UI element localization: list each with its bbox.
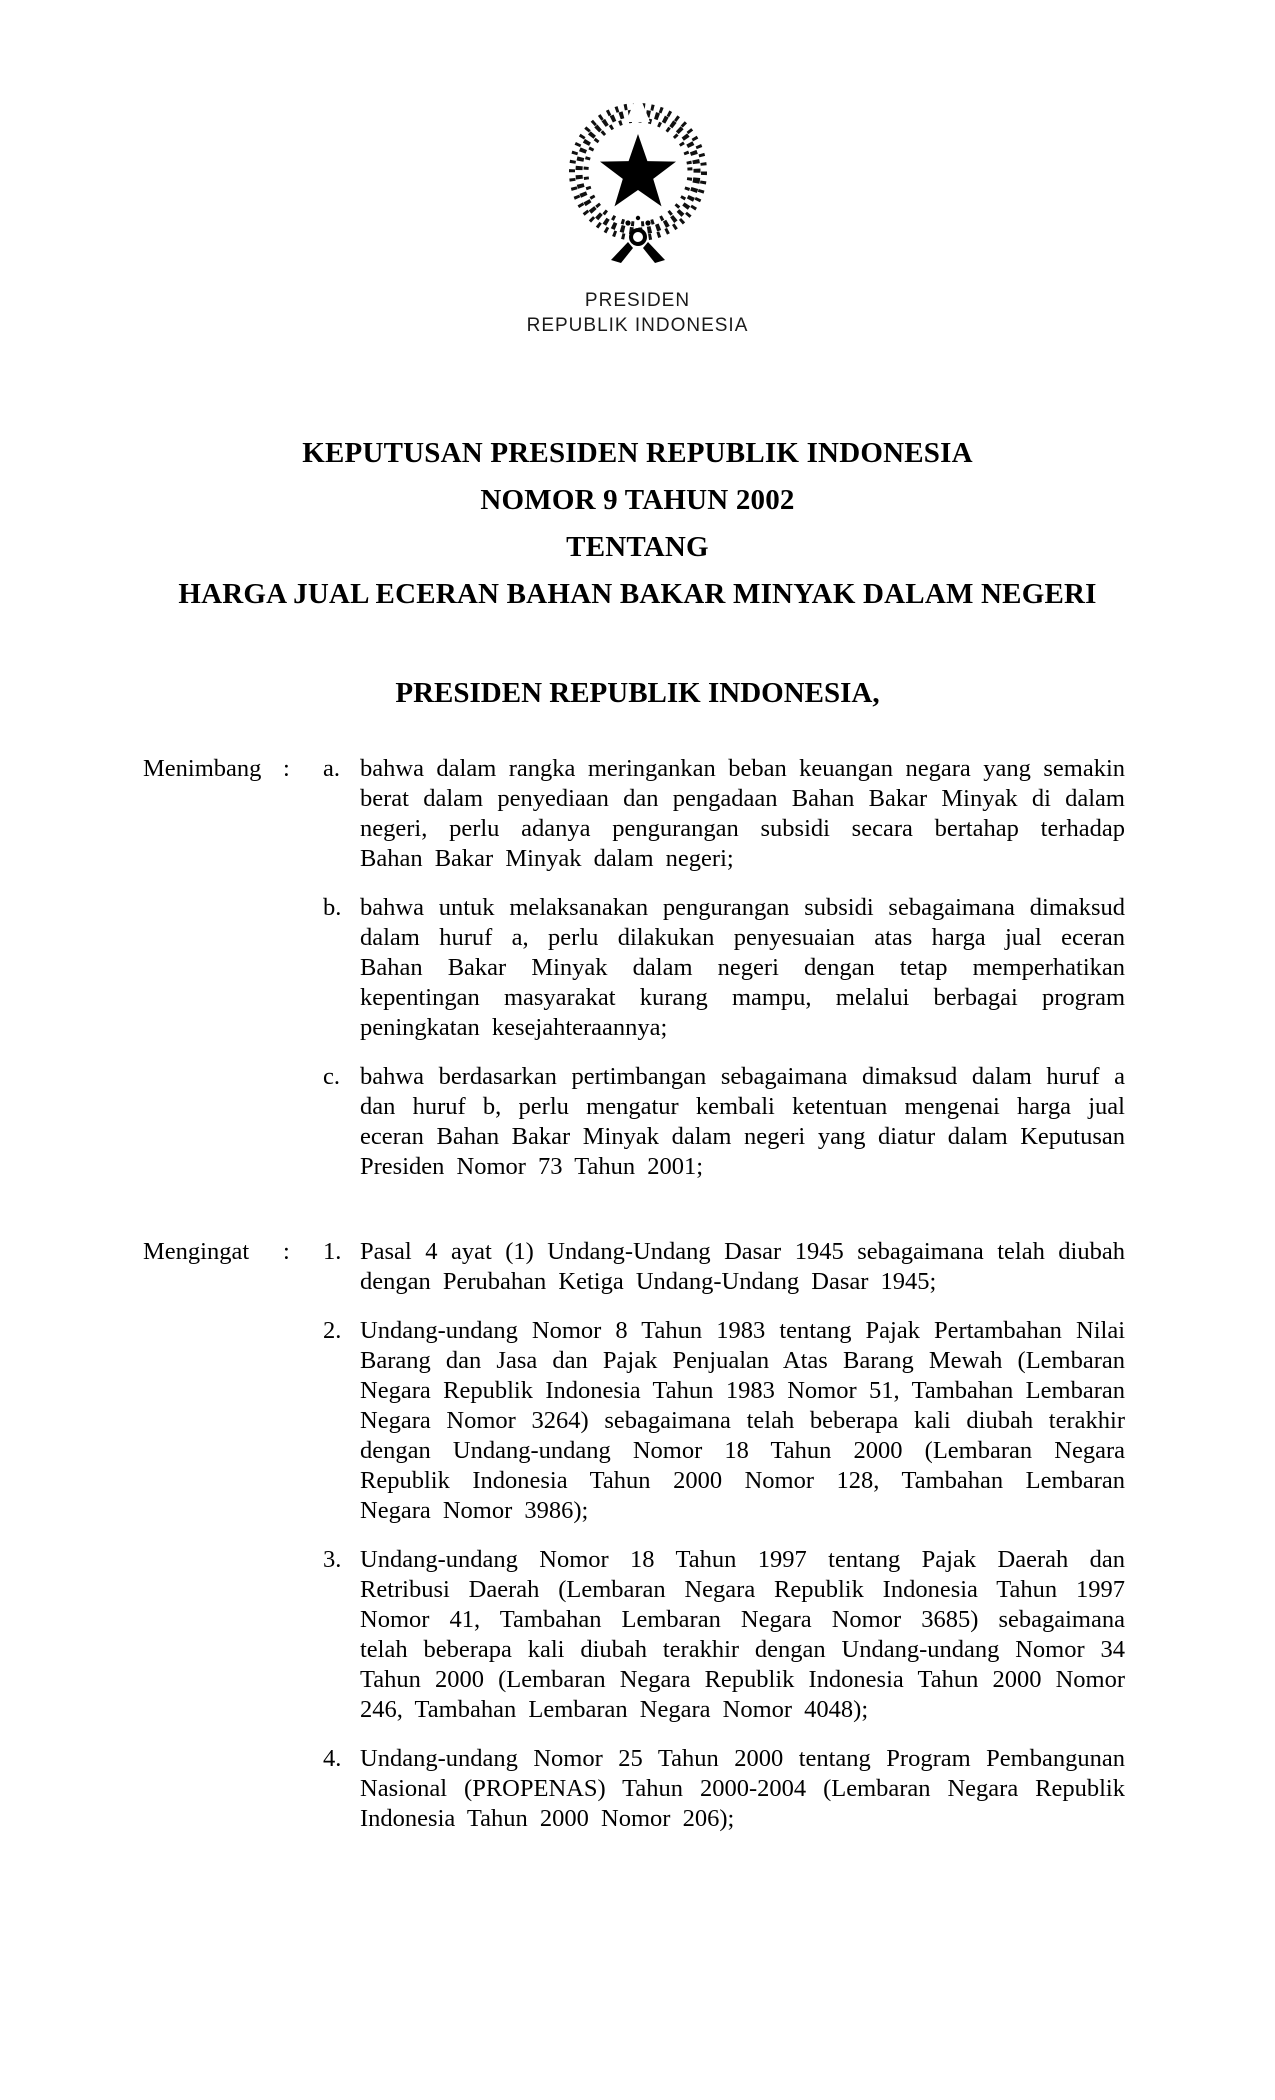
decree-number-line: NOMOR 9 TAHUN 2002 bbox=[480, 484, 795, 516]
section bbox=[143, 754, 1125, 1182]
item-text: Undang-undang Nomor 18 Tahun 1997 tentang Pajak Daerah dan Retribusi Daerah (Lembaran Negara Republik Indonesia Tahun 1997 Nomor 41, Tambahan Lembaran Negara Nomor 3685) sebagaimana telah beberapa kali diubah terakhir dengan Undang-undang Nomor 34 Tahun 2000 (Lembaran Negara Republik Indonesia Tahun 2000 Nomor 246, Tambahan Lembaran Negara Nomor 4048); bbox=[360, 1546, 1125, 1723]
list-item bbox=[323, 893, 1125, 1043]
list-item bbox=[323, 1316, 1125, 1526]
item-text: bahwa berdasarkan pertimbangan sebagaimana dimaksud dalam huruf a dan huruf b, perlu mengatur kembali ketentuan mengenai harga jual eceran Bahan Bakar Minyak dalam negeri yang diatur dalam Keputusan Presiden Nomor 73 Tahun 2001; bbox=[360, 1063, 1125, 1180]
item-marker: 1. bbox=[323, 1238, 342, 1265]
list-item bbox=[323, 1744, 1125, 1834]
decree-tentang-line: TENTANG bbox=[566, 531, 709, 563]
item-marker: c. bbox=[323, 1063, 340, 1090]
star-icon bbox=[600, 134, 676, 206]
item-marker: 4. bbox=[323, 1745, 342, 1772]
item-text: bahwa untuk melaksanakan pengurangan subsidi sebagaimana dimaksud dalam huruf a, perlu dilakukan penyesuaian atas harga jual eceran Bahan Bakar Minyak dalam negeri dengan tetap memperhatikan kepentingan masyarakat kurang mampu, melalui berbagai program peningkatan kesejahteraannya; bbox=[360, 894, 1125, 1041]
document-body bbox=[143, 754, 1125, 1834]
section-label: Menimbang bbox=[143, 755, 262, 782]
ribbon-bow-icon bbox=[611, 216, 665, 263]
list-item bbox=[323, 1237, 1125, 1297]
item-marker: 3. bbox=[323, 1546, 342, 1573]
section bbox=[143, 1237, 1125, 1834]
decree-title bbox=[0, 430, 1275, 618]
opening-salutation: PRESIDEN REPUBLIK INDONESIA, bbox=[395, 677, 880, 709]
item-text: Undang-undang Nomor 25 Tahun 2000 tentang Program Pembangunan Nasional (PROPENAS) Tahun 2000-2004 (Lembaran Negara Republik Indonesia Tahun 2000 Nomor 206); bbox=[360, 1745, 1125, 1832]
section-items bbox=[323, 754, 1125, 1182]
item-marker: b. bbox=[323, 894, 342, 921]
section-label: Mengingat bbox=[143, 1238, 250, 1265]
star-in-wreath-icon bbox=[553, 92, 723, 272]
item-marker: 2. bbox=[323, 1317, 342, 1344]
list-item bbox=[323, 1062, 1125, 1182]
list-item bbox=[323, 1545, 1125, 1725]
decree-subject-line: HARGA JUAL ECERAN BAHAN BAKAR MINYAK DALAM NEGERI bbox=[178, 578, 1097, 610]
item-text: bahwa dalam rangka meringankan beban keuangan negara yang semakin berat dalam penyediaan dan pengadaan Bahan Bakar Minyak di dalam negeri, perlu adanya pengurangan subsidi secara bertahap terhadap Bahan Bakar Minyak dalam negeri; bbox=[360, 755, 1125, 872]
item-text: Pasal 4 ayat (1) Undang-Undang Dasar 1945 sebagaimana telah diubah dengan Perubahan Ketiga Undang-Undang Dasar 1945; bbox=[360, 1238, 1125, 1295]
letterhead-republik-indonesia: REPUBLIK INDONESIA bbox=[526, 315, 749, 336]
letterhead-presiden: PRESIDEN bbox=[584, 290, 691, 311]
item-text: Undang-undang Nomor 8 Tahun 1983 tentang Pajak Pertambahan Nilai Barang dan Jasa dan Pajak Penjualan Atas Barang Mewah (Lembaran Negara Republik Indonesia Tahun 1983 Nomor 51, Tambahan Lembaran Negara Nomor 3264) sebagaimana telah beberapa kali diubah terakhir dengan Undang-undang Nomor 18 Tahun 2000 (Lembaran Negara Republik Indonesia Tahun 2000 Nomor 128, Tambahan Lembaran Negara Nomor 3986); bbox=[360, 1317, 1125, 1524]
list-item bbox=[323, 754, 1125, 874]
section-colon: : bbox=[283, 755, 290, 782]
letterhead bbox=[0, 288, 1275, 338]
section-items bbox=[323, 1237, 1125, 1834]
decree-title-line1: KEPUTUSAN PRESIDEN REPUBLIK INDONESIA bbox=[302, 437, 973, 469]
item-marker: a. bbox=[323, 755, 340, 782]
presidential-emblem bbox=[0, 92, 1275, 272]
section-colon: : bbox=[283, 1238, 290, 1265]
